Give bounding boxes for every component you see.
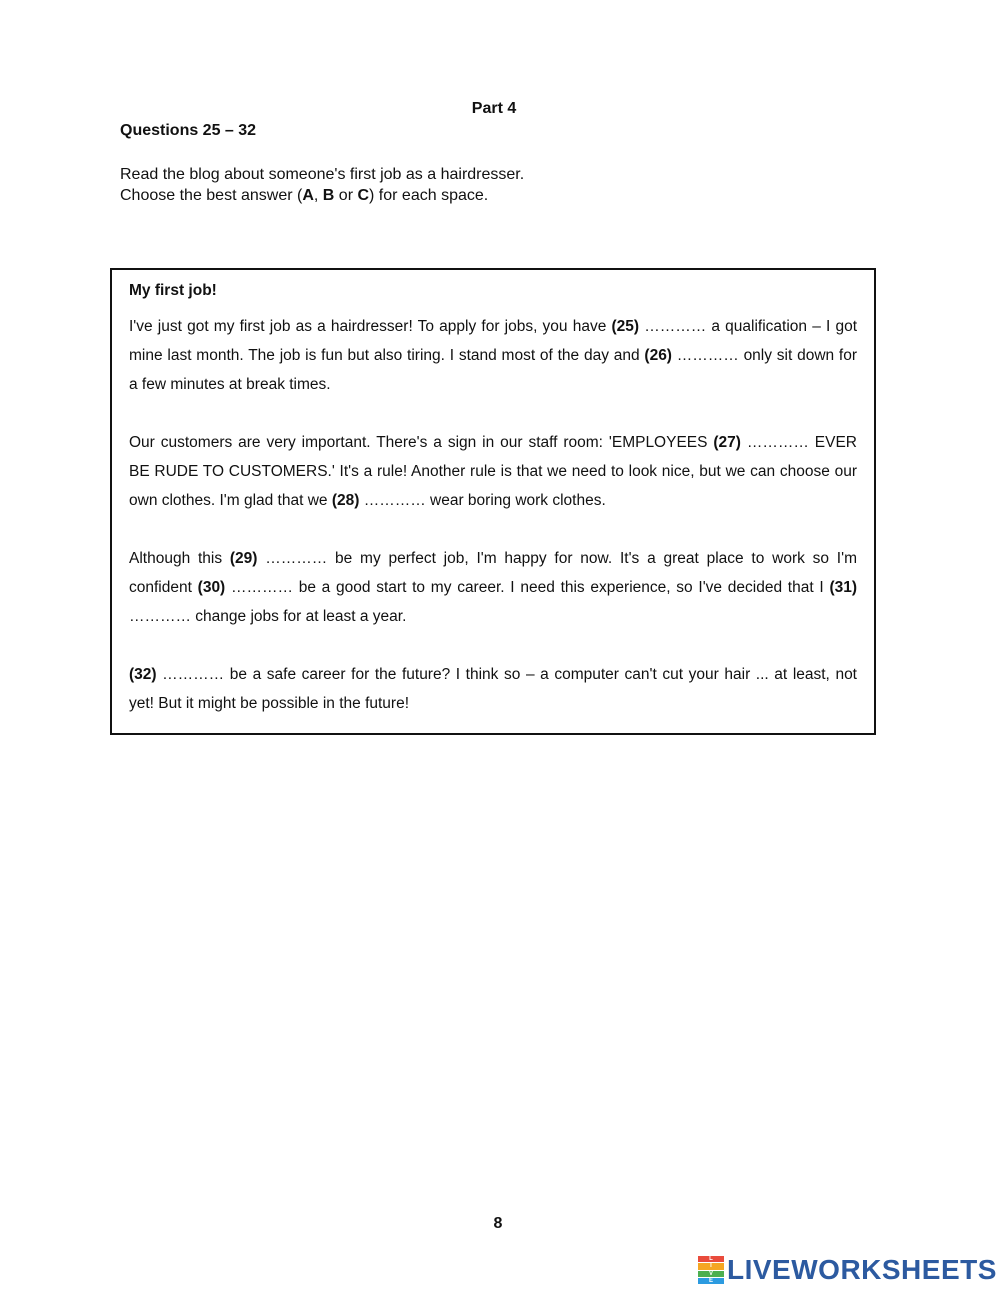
blog-paragraph-4 xyxy=(129,660,857,718)
p3-text-1: Although this xyxy=(129,550,230,567)
instructions xyxy=(120,164,524,206)
blog-title: My first job! xyxy=(129,282,217,299)
gap-27: (27) xyxy=(713,434,741,451)
instruction-post: ) for each space. xyxy=(369,187,489,204)
instruction-line-1: Read the blog about someone's first job as a hairdresser. xyxy=(120,166,525,183)
blog-box xyxy=(110,268,876,735)
p4-text-1: ………… be a safe career for the future? I think so – a computer can't cut your hair ... at least, not yet! But it might be possible in the future! xyxy=(129,666,857,712)
instruction-sep-1: , xyxy=(313,187,323,204)
p3-text-2: ………… be my perfect job, I'm happy for now. It's a great place to work so I'm confident xyxy=(129,550,857,596)
instruction-pre: Choose the best answer ( xyxy=(120,187,303,204)
p3-text-4: ………… change jobs for at least a year. xyxy=(129,608,407,625)
option-c: C xyxy=(357,187,370,204)
instruction-line-2 xyxy=(120,185,524,206)
p1-text-3: ………… only sit down for a few minutes at break times. xyxy=(129,347,858,393)
gap-30: (30) xyxy=(197,579,226,596)
logo-letter-e: E xyxy=(698,1278,724,1284)
p2-text-1: Our customers are very important. There's a sign in our staff room: 'EMPLOYEES xyxy=(129,434,714,451)
gap-29: (29) xyxy=(229,550,258,567)
option-a: A xyxy=(302,187,314,204)
part-title: Part 4 xyxy=(471,100,517,117)
gap-25: (25) xyxy=(611,318,640,335)
p2-text-2: ………… EVER BE RUDE TO CUSTOMERS.' It's a rule! Another rule is that we need to look nice, but we can choose our own clothes. I'm glad that we xyxy=(129,434,857,509)
liveworksheets-logo-icon xyxy=(698,1256,724,1284)
gap-28: (28) xyxy=(331,492,360,509)
brand-name: LIVEWORKSHEETS xyxy=(727,1254,997,1285)
p1-text-1: I've just got my first job as a hairdresser! To apply for jobs, you have xyxy=(129,318,612,335)
blog-paragraph-3 xyxy=(129,544,857,631)
logo-letter-l: L xyxy=(698,1256,724,1262)
gap-32: (32) xyxy=(129,666,157,683)
page-number: 8 xyxy=(493,1215,503,1232)
p1-text-2: ………… a qualification – I got mine last month. The job is fun but also tiring. I stand most of the day and xyxy=(129,318,857,364)
option-b: B xyxy=(322,187,335,204)
blog-paragraph-1 xyxy=(129,312,857,399)
liveworksheets-brand[interactable] xyxy=(698,1254,997,1286)
blog-paragraph-2 xyxy=(129,428,857,515)
gap-31: (31) xyxy=(829,579,858,596)
gap-26: (26) xyxy=(644,347,672,364)
logo-letter-i: I xyxy=(698,1263,724,1269)
logo-letter-v: V xyxy=(698,1271,724,1277)
instruction-sep-2: or xyxy=(334,187,358,204)
p3-text-3: ………… be a good start to my career. I need this experience, so I've decided that I xyxy=(225,579,830,596)
p2-text-3: ………… wear boring work clothes. xyxy=(359,492,606,509)
questions-title: Questions 25 – 32 xyxy=(120,122,257,139)
